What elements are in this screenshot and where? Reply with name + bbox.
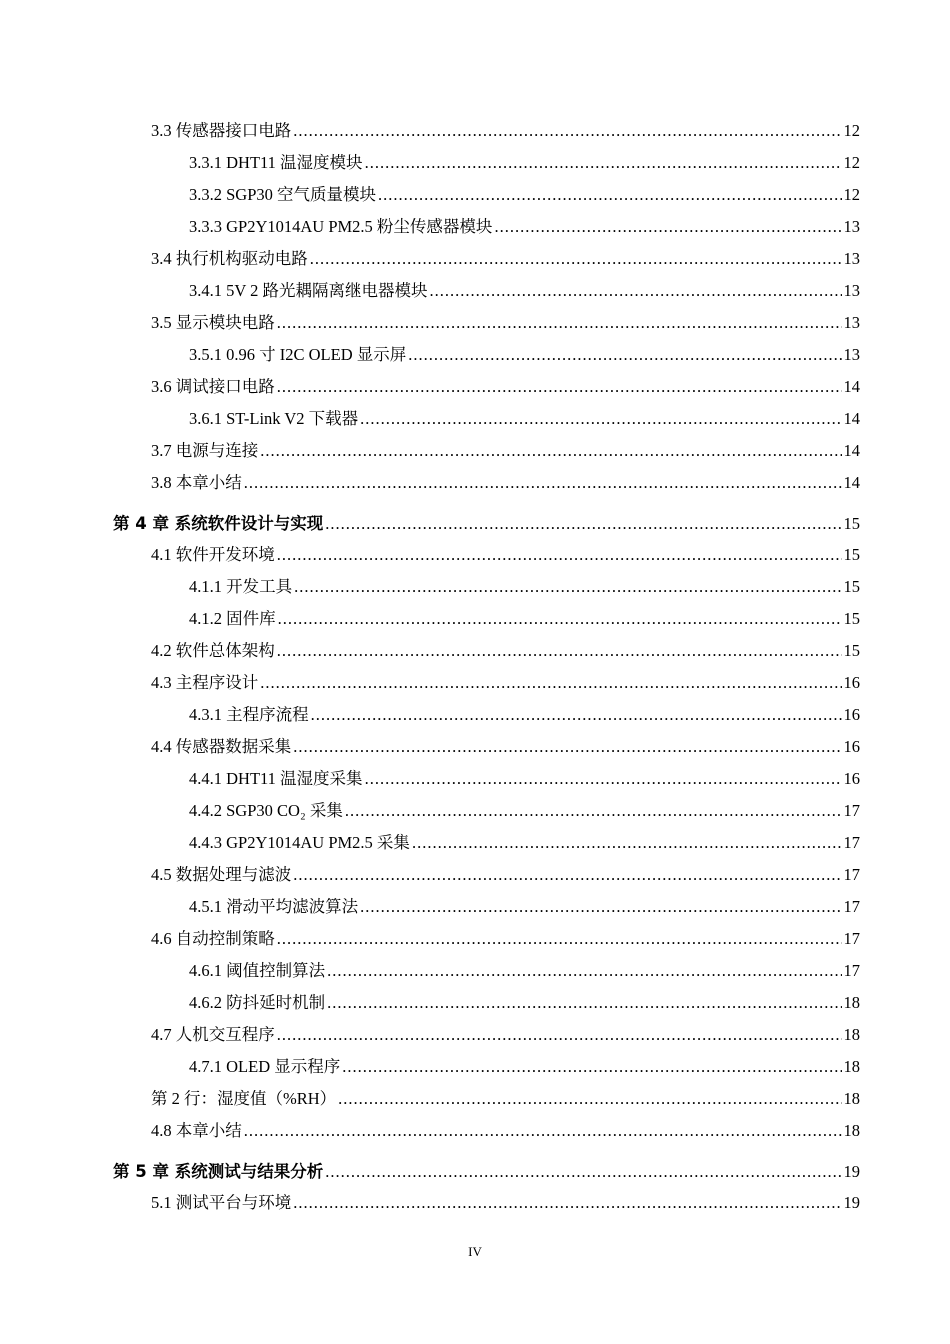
toc-entry[interactable] (151, 372, 860, 402)
toc-entry-title: 3.5 显示模块电路 (151, 313, 275, 332)
toc-entry-title: 4.4.3 GP2Y1014AU PM2.5 采集 (189, 833, 410, 852)
toc-entry-page: 16 (843, 769, 860, 788)
toc-entry-page: 19 (843, 1193, 860, 1212)
toc-entry-page: 18 (843, 993, 860, 1012)
toc-entry-page: 13 (843, 281, 860, 300)
toc-dot-leader (430, 276, 842, 306)
toc-entry-title: 3.8 本章小结 (151, 473, 242, 492)
toc-entry[interactable] (151, 244, 860, 274)
toc-entry-page: 17 (843, 897, 860, 916)
toc-dot-leader (260, 668, 841, 698)
toc-entry[interactable] (151, 1116, 860, 1146)
toc-entry[interactable] (151, 1020, 860, 1050)
toc-entry[interactable] (189, 276, 860, 306)
toc-dot-leader (327, 988, 841, 1018)
toc-dot-leader (365, 148, 842, 178)
toc-entry-title: 3.3.2 SGP30 空气质量模块 (189, 185, 377, 204)
toc-entry-title: 4.3.1 主程序流程 (189, 705, 309, 724)
toc-entry[interactable] (189, 404, 860, 434)
toc-dot-leader (338, 1084, 841, 1114)
toc-entry-page: 14 (843, 441, 860, 460)
toc-entry-page: 16 (843, 705, 860, 724)
toc-entry-page: 13 (843, 345, 860, 364)
toc-entry[interactable] (189, 572, 860, 602)
toc-entry-page: 18 (843, 1057, 860, 1076)
toc-entry[interactable] (189, 892, 860, 922)
toc-dot-leader (408, 340, 841, 370)
toc-dot-leader (310, 244, 842, 274)
toc-dot-leader (293, 860, 841, 890)
toc-entry-title: 3.5.1 0.96 寸 I2C OLED 显示屏 (189, 345, 407, 364)
toc-dot-leader (277, 636, 842, 666)
toc-entry[interactable] (189, 340, 860, 370)
toc-entry-page: 14 (843, 377, 860, 396)
toc-entry[interactable] (151, 924, 860, 954)
toc-dot-leader (277, 1020, 842, 1050)
toc-dot-leader (293, 116, 841, 146)
toc-entry-page: 17 (843, 961, 860, 980)
toc-entry-page: 18 (843, 1025, 860, 1044)
toc-dot-leader (327, 956, 841, 986)
toc-dot-leader (342, 1052, 841, 1082)
toc-dot-leader (277, 540, 842, 570)
toc-entry-title: 4.1 软件开发环境 (151, 545, 275, 564)
toc-entry-title: 第 5 章 系统测试与结果分析 (113, 1162, 324, 1181)
toc-chapter-entry[interactable] (113, 509, 860, 539)
toc-entry[interactable] (151, 540, 860, 570)
toc-entry-title: 4.6.1 阈值控制算法 (189, 961, 326, 980)
toc-entry-page: 16 (843, 737, 860, 756)
toc-entry-page: 18 (843, 1121, 860, 1140)
toc-entry[interactable] (189, 988, 860, 1018)
toc-entry[interactable] (151, 1188, 860, 1218)
toc-entry[interactable] (151, 860, 860, 890)
toc-entry-page: 13 (843, 249, 860, 268)
toc-entry-page: 17 (843, 929, 860, 948)
toc-entry-title: 3.6 调试接口电路 (151, 377, 275, 396)
toc-entry-page: 13 (843, 217, 860, 236)
toc-dot-leader (277, 308, 842, 338)
toc-dot-leader (494, 212, 841, 242)
toc-entry-title: 4.4.2 SGP30 CO₂ 采集 (189, 801, 343, 820)
toc-entry-page: 15 (843, 609, 860, 628)
toc-entry-page: 19 (843, 1162, 860, 1181)
toc-entry-title: 第 2 行：湿度值（%RH） (151, 1089, 337, 1108)
toc-dot-leader (293, 1188, 841, 1218)
toc-entry-page: 12 (843, 153, 860, 172)
toc-dot-leader (325, 509, 841, 539)
toc-entry[interactable] (189, 180, 860, 210)
toc-dot-leader (277, 372, 842, 402)
toc-dot-leader (244, 1116, 842, 1146)
toc-entry[interactable] (189, 700, 860, 730)
toc-entry-title: 4.5.1 滑动平均滤波算法 (189, 897, 359, 916)
toc-entry[interactable] (151, 1084, 860, 1114)
toc-dot-leader (365, 764, 842, 794)
toc-entry[interactable] (151, 636, 860, 666)
toc-dot-leader (244, 468, 842, 498)
toc-entry-title: 5.1 测试平台与环境 (151, 1193, 292, 1212)
toc-entry[interactable] (189, 796, 860, 826)
toc-entry-page: 12 (843, 121, 860, 140)
toc-entry-page: 18 (843, 1089, 860, 1108)
toc-entry-title: 4.3 主程序设计 (151, 673, 259, 692)
toc-entry-title: 3.7 电源与连接 (151, 441, 259, 460)
toc-entry-title: 3.4.1 5V 2 路光耦隔离继电器模块 (189, 281, 428, 300)
toc-dot-leader (345, 796, 842, 826)
toc-entry-page: 15 (843, 545, 860, 564)
toc-dot-leader (293, 732, 841, 762)
toc-entry-page: 16 (843, 673, 860, 692)
toc-entry-title: 4.7 人机交互程序 (151, 1025, 275, 1044)
page-number: IV (468, 1244, 482, 1259)
toc-dot-leader (378, 180, 841, 210)
toc-entry-page: 17 (843, 801, 860, 820)
toc-dot-leader (360, 892, 841, 922)
toc-entry-title: 4.8 本章小结 (151, 1121, 242, 1140)
toc-entry-page: 14 (843, 409, 860, 428)
toc-entry[interactable] (189, 604, 860, 634)
toc-entry[interactable] (151, 436, 860, 466)
toc-entry-page: 15 (843, 577, 860, 596)
toc-entry-title: 4.4 传感器数据采集 (151, 737, 292, 756)
toc-entry-page: 12 (843, 185, 860, 204)
toc-entry-title: 3.3.1 DHT11 温湿度模块 (189, 153, 363, 172)
toc-dot-leader (360, 404, 841, 434)
toc-entry-page: 13 (843, 313, 860, 332)
toc-dot-leader (311, 700, 842, 730)
toc-entry-title: 第 4 章 系统软件设计与实现 (113, 514, 324, 533)
toc-entry[interactable] (151, 468, 860, 498)
toc-entry[interactable] (151, 732, 860, 762)
toc-entry-title: 4.7.1 OLED 显示程序 (189, 1057, 341, 1076)
toc-entry-title: 4.6.2 防抖延时机制 (189, 993, 326, 1012)
toc-entry-title: 3.3 传感器接口电路 (151, 121, 292, 140)
toc-entry-title: 4.4.1 DHT11 温湿度采集 (189, 769, 363, 788)
toc-entry-page: 14 (843, 473, 860, 492)
toc-entry-title: 4.5 数据处理与滤波 (151, 865, 292, 884)
toc-entry[interactable] (151, 116, 860, 146)
toc-dot-leader (325, 1157, 841, 1187)
toc-entry-title: 4.1.1 开发工具 (189, 577, 293, 596)
toc-dot-leader (260, 436, 841, 466)
toc-entry[interactable] (151, 668, 860, 698)
toc-entry-page: 15 (843, 641, 860, 660)
toc-dot-leader (294, 572, 841, 602)
toc-entry[interactable] (189, 828, 860, 858)
toc-dot-leader (278, 604, 842, 634)
toc-entry-title: 4.1.2 固件库 (189, 609, 276, 628)
toc-entry-page: 15 (843, 514, 860, 533)
toc-dot-leader (277, 924, 842, 954)
toc-entry[interactable] (151, 308, 860, 338)
toc-entry-title: 3.3.3 GP2Y1014AU PM2.5 粉尘传感器模块 (189, 217, 493, 236)
toc-entry[interactable] (189, 1052, 860, 1082)
toc-entry-page: 17 (843, 833, 860, 852)
toc-entry-title: 3.6.1 ST-Link V2 下载器 (189, 409, 359, 428)
toc-entry[interactable] (189, 212, 860, 242)
toc-entry[interactable] (189, 764, 860, 794)
toc-chapter-entry[interactable] (113, 1157, 860, 1187)
toc-entry-page: 17 (843, 865, 860, 884)
toc-dot-leader (412, 828, 842, 858)
toc-entry-title: 4.2 软件总体架构 (151, 641, 275, 660)
toc-entry[interactable] (189, 956, 860, 986)
toc-entry-title: 3.4 执行机构驱动电路 (151, 249, 308, 268)
toc-entry-title: 4.6 自动控制策略 (151, 929, 275, 948)
toc-entry[interactable] (189, 148, 860, 178)
